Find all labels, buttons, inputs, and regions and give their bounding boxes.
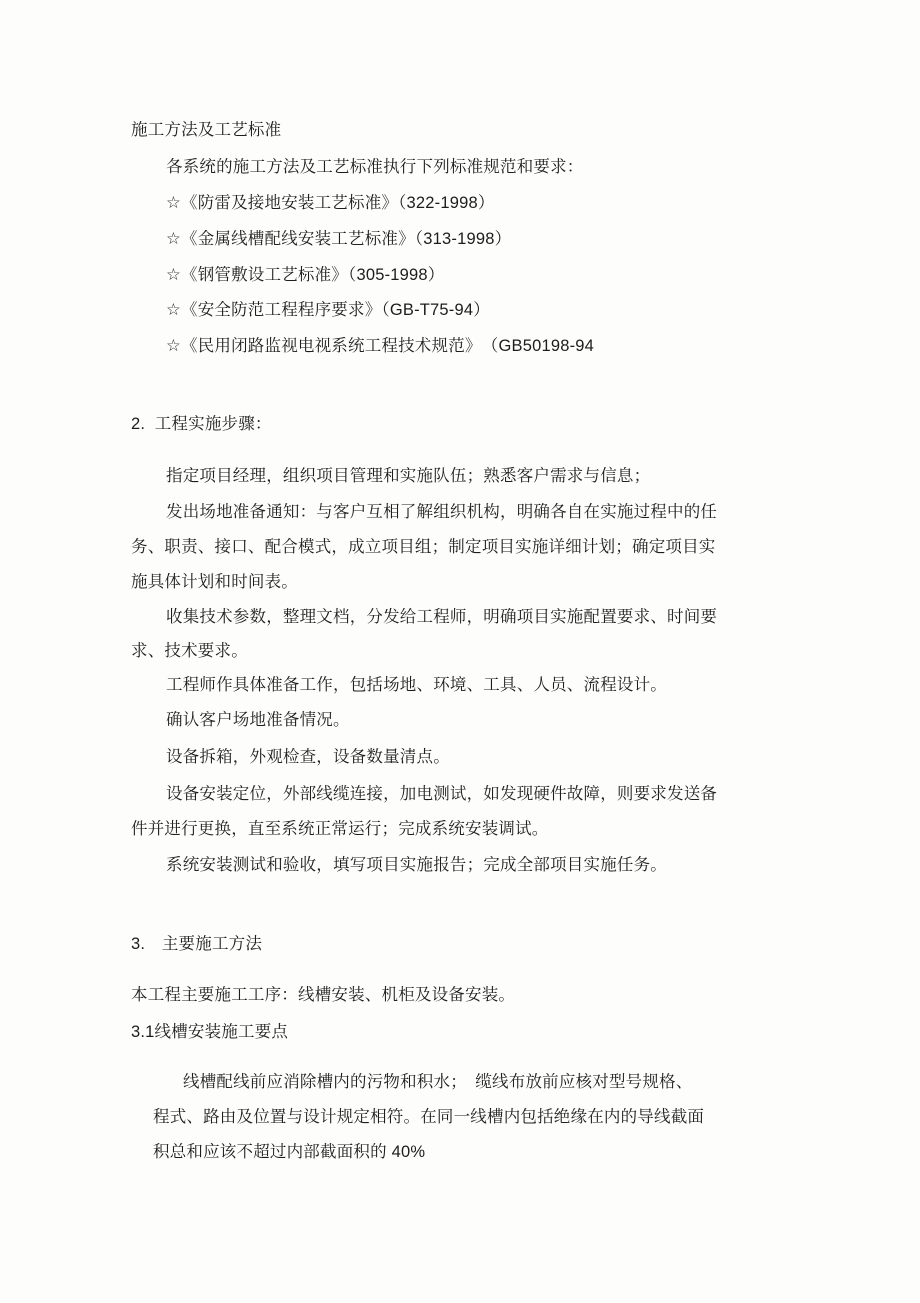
section-3-heading: 3. 主要施工方法 bbox=[131, 935, 263, 953]
standard-item-1: ☆《防雷及接地安装工艺标准》（322-1998） bbox=[166, 194, 495, 212]
body-line: 设备拆箱，外观检查，设备数量清点。 bbox=[166, 748, 450, 766]
body-line: 求、技术要求。 bbox=[131, 642, 248, 660]
body-line: 积总和应该不超过内部截面积的 40% bbox=[153, 1143, 426, 1161]
body-line: 收集技术参数，整理文档，分发给工程师，明确项目实施配置要求、时间要 bbox=[166, 608, 718, 626]
body-line: 本工程主要施工工序：线槽安装、机柜及设备安装。 bbox=[131, 986, 516, 1004]
body-line: 工程师作具体准备工作，包括场地、环境、工具、人员、流程设计。 bbox=[166, 676, 667, 694]
body-line: 发出场地准备通知：与客户互相了解组织机构，明确各自在实施过程中的任 bbox=[166, 503, 718, 521]
body-line: 系统安装测试和验收，填写项目实施报告；完成全部项目实施任务。 bbox=[166, 856, 667, 874]
body-line: 设备安装定位，外部线缆连接，加电测试，如发现硬件故障，则要求发送备 bbox=[166, 785, 718, 803]
section-2-heading: 2. 工程实施步骤： bbox=[131, 415, 272, 433]
body-line: 确认客户场地准备情况。 bbox=[166, 711, 350, 729]
body-line: 件并进行更换，直至系统正常运行；完成系统安装调试。 bbox=[131, 820, 549, 838]
body-line: 程式、路由及位置与设计规定相符。在同一线槽内包括绝缘在内的导线截面 bbox=[153, 1108, 705, 1126]
standard-item-4: ☆《安全防范工程程序要求》（GB-T75-94） bbox=[166, 301, 490, 319]
body-line: 务、职责、接口、配合模式，成立项目组；制定项目实施详细计划；确定项目实 bbox=[131, 538, 716, 556]
body-line: 线槽配线前应消除槽内的污物和积水； 缆线布放前应核对型号规格、 bbox=[183, 1073, 693, 1091]
section-3-1-heading: 3.1线槽安装施工要点 bbox=[131, 1023, 289, 1041]
body-line: 指定项目经理，组织项目管理和实施队伍；熟悉客户需求与信息； bbox=[166, 467, 651, 485]
intro-line: 各系统的施工方法及工艺标准执行下列标准规范和要求： bbox=[166, 158, 584, 176]
standard-item-2: ☆《金属线槽配线安装工艺标准》（313-1998） bbox=[166, 230, 512, 248]
page-title: 施工方法及工艺标准 bbox=[131, 121, 282, 139]
standard-item-3: ☆《钢管敷设工艺标准》（305-1998） bbox=[166, 266, 445, 284]
standard-item-5: ☆《民用闭路监视电视系统工程技术规范》 （GB50198-94 bbox=[166, 337, 595, 355]
body-line: 施具体计划和时间表。 bbox=[131, 573, 298, 591]
